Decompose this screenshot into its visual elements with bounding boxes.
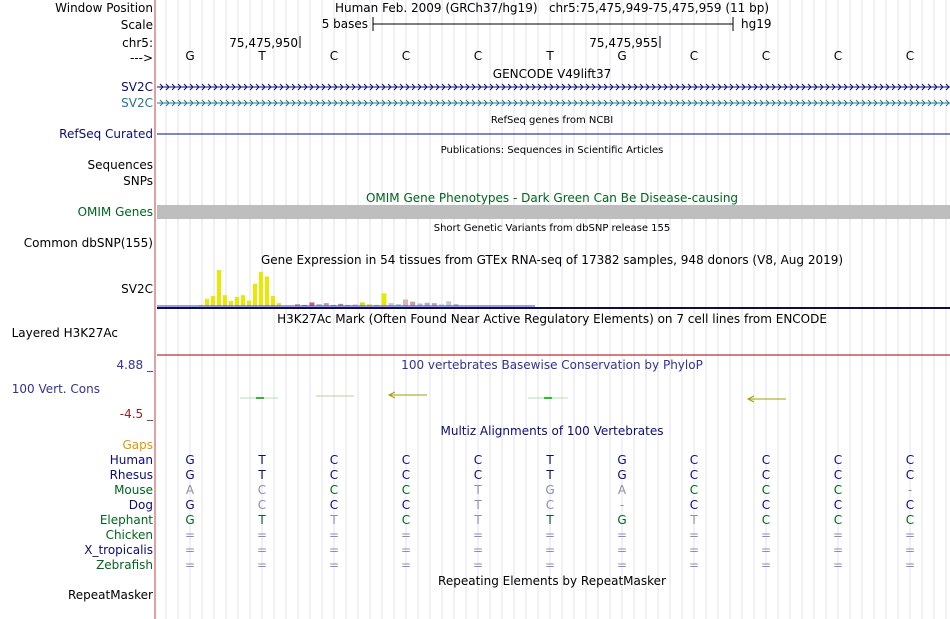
alignment-base: C <box>761 483 771 497</box>
omim-track-title: OMIM Gene Phenotypes - Dark Green Can Be Disease-causing <box>365 191 739 205</box>
species-label: Mouse <box>114 483 153 497</box>
gtex-expression-bar <box>211 296 215 306</box>
alignment-base: = <box>256 543 268 557</box>
alignment-base: C <box>401 498 411 512</box>
refseq-track-title: RefSeq genes from NCBI <box>490 115 614 126</box>
species-label: Dog <box>128 498 153 512</box>
chrom-label: chr5: <box>122 36 153 50</box>
alignment-base: = <box>616 543 628 557</box>
alignment-base: C <box>833 498 843 512</box>
publications-sequences-label[interactable]: Sequences <box>87 158 153 172</box>
alignment-base: C <box>689 468 699 482</box>
alignment-base: C <box>761 498 771 512</box>
alignment-base: T <box>546 468 554 482</box>
alignment-base: C <box>761 468 771 482</box>
reference-base: C <box>689 49 699 63</box>
alignment-base: = <box>688 558 700 572</box>
alignment-base: C <box>545 498 555 512</box>
species-label: Rhesus <box>109 468 153 482</box>
alignment-base: = <box>472 543 484 557</box>
alignment-base: = <box>904 558 916 572</box>
reference-base: G <box>617 49 627 63</box>
alignment-base: = <box>400 558 412 572</box>
window-position-value: Human Feb. 2009 (GRCh37/hg19) chr5:75,475,949-75,475,959 (11 bp) <box>334 1 770 15</box>
alignment-base: = <box>184 558 196 572</box>
alignment-base: T <box>330 513 338 527</box>
gtex-expression-bar <box>265 276 269 306</box>
species-label: Human <box>109 453 153 467</box>
alignment-base: C <box>689 498 699 512</box>
species-label: Chicken <box>105 528 153 542</box>
alignment-base: - <box>907 483 913 497</box>
alignment-base: = <box>400 543 412 557</box>
repeatmasker-track-title: Repeating Elements by RepeatMasker <box>438 574 666 588</box>
phylop-max-label: 4.88 _ <box>116 358 153 372</box>
gtex-expression-bar <box>446 301 451 306</box>
h3k27ac-track-title: H3K27Ac Mark (Often Found Near Active Regulatory Elements) on 7 cell lines from ENCODE <box>277 312 827 326</box>
publications-track-title: Publications: Sequences in Scientific Articles <box>440 145 664 156</box>
alignment-base: G <box>185 453 195 467</box>
alignment-base: = <box>688 543 700 557</box>
alignment-base: A <box>617 483 627 497</box>
alignment-base: T <box>474 498 482 512</box>
alignment-base: T <box>474 483 482 497</box>
scale-bases-text: 5 bases <box>321 17 368 31</box>
alignment-base: T <box>690 513 698 527</box>
alignment-base: C <box>401 468 411 482</box>
alignment-base: = <box>472 528 484 542</box>
gtex-expression-bar <box>235 297 239 306</box>
alignment-base: A <box>185 483 195 497</box>
multiz-track-title: Multiz Alignments of 100 Vertebrates <box>440 424 664 438</box>
alignment-base: = <box>328 528 340 542</box>
alignment-base: C <box>257 498 267 512</box>
alignment-base: C <box>761 513 771 527</box>
alignment-base: = <box>688 528 700 542</box>
phylop-min-label: -4.5 _ <box>119 407 153 421</box>
alignment-base: C <box>401 483 411 497</box>
alignment-base: C <box>329 498 339 512</box>
species-label: Zebrafish <box>96 558 153 572</box>
alignment-base: C <box>401 453 411 467</box>
alignment-base: C <box>329 453 339 467</box>
gtex-expression-bar <box>259 272 263 306</box>
dbsnp-track-label[interactable]: Common dbSNP(155) <box>23 236 153 250</box>
alignment-base: C <box>905 453 915 467</box>
alignment-base: G <box>617 513 627 527</box>
gaps-label: Gaps <box>122 438 153 452</box>
refseq-track-label[interactable]: RefSeq Curated <box>59 127 153 141</box>
alignment-base: T <box>258 468 266 482</box>
repeatmasker-track-label[interactable]: RepeatMasker <box>67 588 153 602</box>
alignment-base: C <box>833 483 843 497</box>
species-label: Elephant <box>99 513 153 527</box>
alignment-base: = <box>256 528 268 542</box>
alignment-base: T <box>258 513 266 527</box>
alignment-base: = <box>832 543 844 557</box>
alignment-base: T <box>546 513 554 527</box>
reference-base: C <box>329 49 339 63</box>
reference-base: C <box>401 49 411 63</box>
gtex-expression-bar <box>360 302 365 306</box>
gtex-expression-bar <box>223 295 227 306</box>
reference-base: T <box>258 49 266 63</box>
reference-base: C <box>473 49 483 63</box>
alignment-base: = <box>472 558 484 572</box>
gtex-expression-bar <box>271 296 275 306</box>
phylop-track-label[interactable]: 100 Vert. Cons <box>11 382 100 396</box>
alignment-base: = <box>328 558 340 572</box>
species-label: X_tropicalis <box>84 543 153 557</box>
strand-label: ---> <box>129 51 153 65</box>
alignment-base: = <box>328 543 340 557</box>
alignment-base: = <box>184 528 196 542</box>
alignment-base: G <box>185 513 195 527</box>
alignment-base: = <box>544 528 556 542</box>
reference-base: G <box>185 49 195 63</box>
alignment-base: C <box>905 468 915 482</box>
alignment-base: C <box>689 453 699 467</box>
alignment-base: C <box>833 513 843 527</box>
alignment-base: = <box>904 543 916 557</box>
alignment-base: = <box>760 543 772 557</box>
alignment-base: = <box>400 528 412 542</box>
reference-base: C <box>761 49 771 63</box>
omim-gene-bar <box>157 205 950 219</box>
gtex-expression-bar <box>403 300 408 306</box>
alignment-base: = <box>832 558 844 572</box>
gencode-track-title: GENCODE V49lift37 <box>492 67 612 81</box>
reference-base: C <box>905 49 915 63</box>
alignment-base: G <box>617 453 627 467</box>
coordinate-label: 75,475,950 <box>229 36 298 50</box>
gtex-expression-bar <box>229 301 233 306</box>
alignment-base: = <box>760 528 772 542</box>
alignment-base: = <box>544 543 556 557</box>
gtex-expression-bar <box>247 301 251 306</box>
gencode-row-label[interactable]: SV2C <box>121 80 153 94</box>
alignment-base: C <box>473 453 483 467</box>
gtex-expression-bar <box>241 295 245 306</box>
alignment-base: = <box>832 528 844 542</box>
window-position-label: Window Position <box>55 1 153 15</box>
gtex-track-label[interactable]: SV2C <box>121 282 153 296</box>
coordinate-label: 75,475,955 <box>589 36 658 50</box>
alignment-base: T <box>546 453 554 467</box>
publications-snps-label[interactable]: SNPs <box>123 174 153 188</box>
alignment-base: C <box>473 468 483 482</box>
gtex-expression-bar <box>253 284 257 306</box>
h3k27ac-track-label[interactable]: Layered H3K27Ac <box>11 326 118 340</box>
alignment-base: C <box>257 483 267 497</box>
scale-assembly: hg19 <box>741 17 772 31</box>
alignment-base: G <box>545 483 555 497</box>
alignment-base: T <box>474 513 482 527</box>
alignment-base: C <box>761 453 771 467</box>
alignment-base: C <box>833 453 843 467</box>
alignment-base: G <box>185 468 195 482</box>
alignment-base: = <box>256 558 268 572</box>
alignment-base: C <box>401 513 411 527</box>
alignment-base: C <box>905 513 915 527</box>
omim-track-label[interactable]: OMIM Genes <box>77 205 153 219</box>
alignment-base: = <box>184 543 196 557</box>
alignment-base: = <box>616 528 628 542</box>
gtex-track-title: Gene Expression in 54 tissues from GTEx RNA-seq of 17382 samples, 948 donors (V8, Aug 2019) <box>260 253 844 267</box>
gtex-expression-bar <box>205 299 209 306</box>
reference-base: T <box>546 49 554 63</box>
alignment-base: G <box>185 498 195 512</box>
gtex-expression-bar <box>309 302 314 306</box>
alignment-base: = <box>760 558 772 572</box>
alignment-base: C <box>905 498 915 512</box>
alignment-base: C <box>329 483 339 497</box>
alignment-base: = <box>616 558 628 572</box>
gencode-row-label[interactable]: SV2C <box>121 96 153 110</box>
alignment-base: C <box>329 468 339 482</box>
alignment-base: - <box>619 498 625 512</box>
alignment-base: C <box>689 483 699 497</box>
gtex-expression-bar <box>381 293 386 306</box>
gtex-expression-bar <box>410 302 415 306</box>
gtex-expression-bar <box>217 270 221 306</box>
alignment-base: = <box>904 528 916 542</box>
alignment-base: G <box>617 468 627 482</box>
reference-base: C <box>833 49 843 63</box>
alignment-base: = <box>544 558 556 572</box>
dbsnp-track-title: Short Genetic Variants from dbSNP release 155 <box>433 223 671 234</box>
scale-label: Scale <box>120 18 153 32</box>
alignment-base: C <box>833 468 843 482</box>
phylop-track-title: 100 vertebrates Basewise Conservation by PhyloP <box>401 358 703 372</box>
alignment-base: T <box>258 453 266 467</box>
